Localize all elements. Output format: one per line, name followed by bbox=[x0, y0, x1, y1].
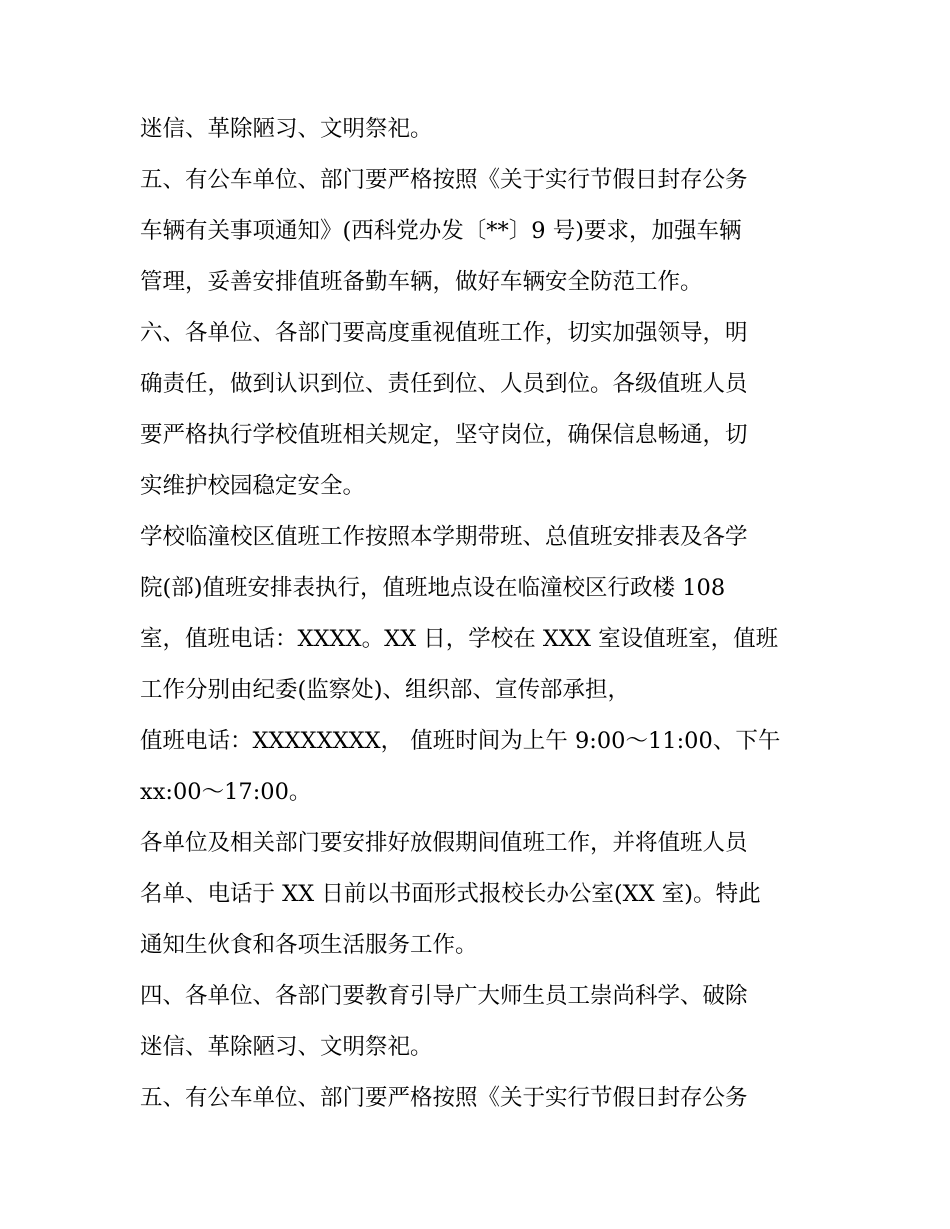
text-line: 迷信、革除陋习、文明祭祀。 bbox=[140, 116, 433, 142]
text-line: 管理，妥善安排值班备勤车辆，做好车辆安全防范工作。 bbox=[140, 269, 703, 295]
text-line: 实维护校园稳定安全。 bbox=[140, 473, 366, 499]
text-line: 工作分别由纪委(监察处)、组织部、宣传部承担， bbox=[140, 677, 631, 703]
text-line: 五、有公车单位、部门要严格按照《关于实行节假日封存公务 bbox=[140, 1085, 748, 1111]
text-line: 五、有公车单位、部门要严格按照《关于实行节假日封存公务 bbox=[140, 167, 748, 193]
text-line: 车辆有关事项通知》(西科党办发〔**〕9 号)要求，加强车辆 bbox=[140, 218, 742, 244]
text-line: 名单、电话于 XX 日前以书面形式报校长办公室(XX 室)。特此 bbox=[140, 881, 761, 907]
document-body bbox=[140, 104, 820, 1124]
text-line: 室，值班电话：XXXX。XX 日，学校在 XXX 室设值班室，值班 bbox=[140, 626, 779, 652]
text-line: 要严格执行学校值班相关规定，坚守岗位，确保信息畅通，切 bbox=[140, 422, 748, 448]
text-line: 值班电话：XXXXXXXX， 值班时间为上午 9:00～11:00、下午 bbox=[140, 728, 781, 754]
text-line: 通知生伙食和各项生活服务工作。 bbox=[140, 932, 478, 958]
text-line: 六、各单位、各部门要高度重视值班工作，切实加强领导，明 bbox=[140, 320, 748, 346]
text-line: 院(部)值班安排表执行，值班地点设在临潼校区行政楼 108 bbox=[140, 575, 726, 601]
text-line: 各单位及相关部门要安排好放假期间值班工作，并将值班人员 bbox=[140, 830, 748, 856]
text-line: 四、各单位、各部门要教育引导广大师生员工崇尚科学、破除 bbox=[140, 983, 748, 1009]
text-line: 迷信、革除陋习、文明祭祀。 bbox=[140, 1034, 433, 1060]
text-line: xx:00～17:00。 bbox=[140, 779, 312, 805]
text-line: 确责任，做到认识到位、责任到位、人员到位。各级值班人员 bbox=[140, 371, 748, 397]
text-line: 学校临潼校区值班工作按照本学期带班、总值班安排表及各学 bbox=[140, 524, 748, 550]
